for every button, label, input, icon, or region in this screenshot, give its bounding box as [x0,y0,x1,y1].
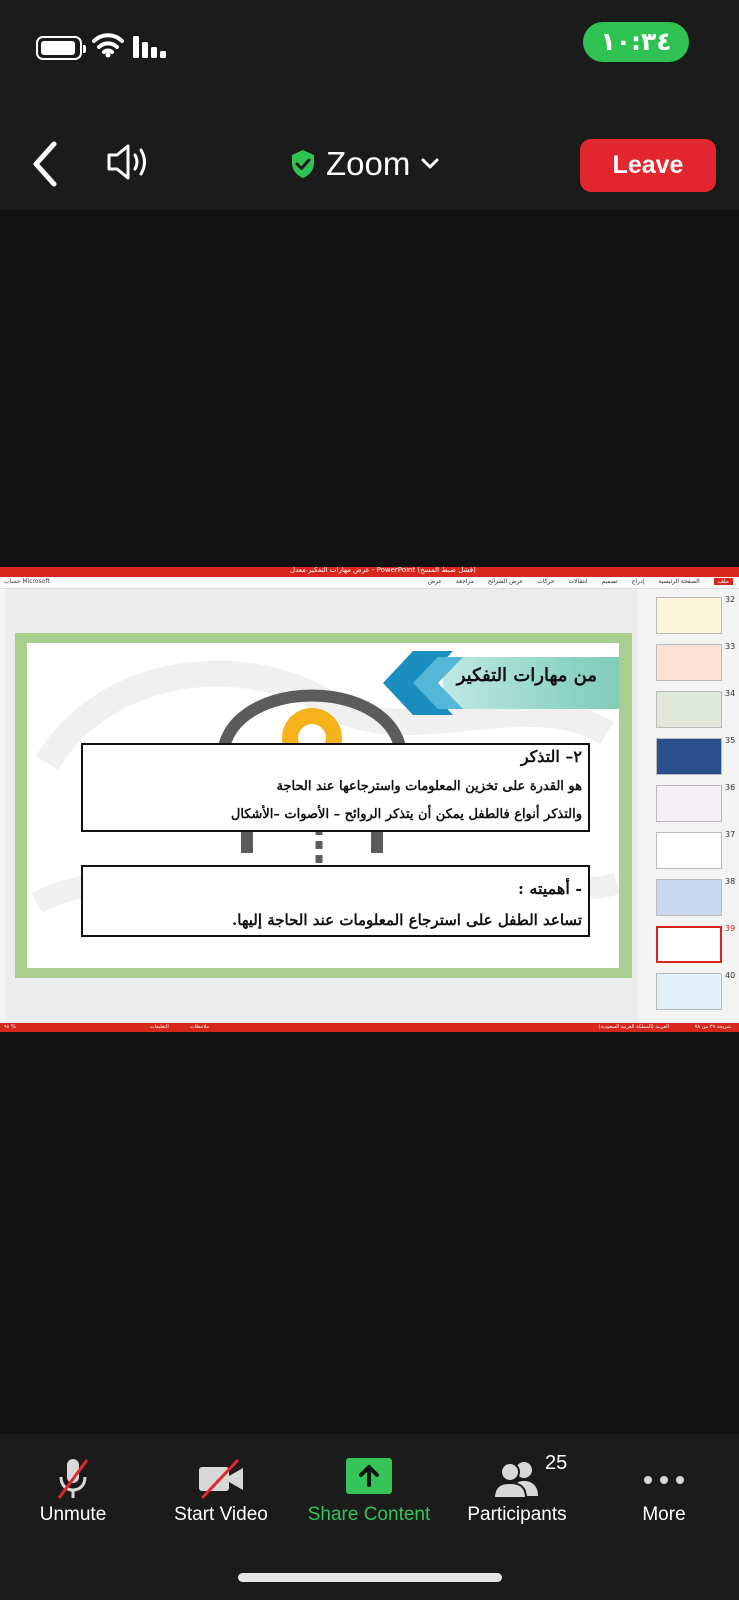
participant-count-badge: 25 [545,1452,568,1474]
slide-thumbnail-number: 34 [725,689,736,698]
battery-icon [36,36,82,60]
more-button[interactable] [594,1450,734,1530]
slide-thumbnail[interactable] [656,926,722,963]
window-title: عرض مهارات التفكير معدل - PowerPoint (فشل ضبط المسح) [290,567,476,574]
slide-counter: شريحة ٣٩ من ٧٨ [694,1024,731,1030]
video-camera-off-icon [196,1456,246,1500]
ribbon-tab: عرض [427,578,442,585]
shared-screen[interactable] [0,567,739,1032]
slide-thumbnail[interactable] [656,597,722,634]
ribbon-tab: حركات [537,578,555,585]
meeting-title-dropdown[interactable] [290,141,440,187]
powerpoint-titlebar [0,567,739,577]
start-video-button[interactable] [151,1450,291,1530]
slide-thumbnail[interactable] [656,973,722,1010]
slide-thumbnail-number: 32 [725,595,736,604]
definition-box [81,743,590,832]
unmute-label: Unmute [39,1504,107,1525]
ribbon-tab: تصميم [601,578,618,585]
meeting-title: Zoom [326,145,411,182]
account-label: حساب Microsoft [4,578,50,585]
ribbon-tab: انتقالات [568,578,588,585]
powerpoint-ribbon [0,577,739,589]
leave-button[interactable]: Leave [580,139,716,192]
ribbon-tab: عرض الشرائح [487,578,524,585]
start-video-label: Start Video [174,1504,268,1525]
slide-thumbnail-number: 40 [725,971,736,980]
slide-thumbnail[interactable] [656,691,722,728]
slide-thumbnail-number: 35 [725,736,736,745]
participants-label: Participants [467,1504,567,1525]
slide-thumbnail-number: 38 [725,877,736,886]
comments-button[interactable]: التعليقات [150,1024,169,1030]
slide-thumbnail[interactable] [656,785,722,822]
participants-icon [492,1456,542,1500]
slide-thumbnail[interactable] [656,832,722,869]
unmute-button[interactable] [3,1450,143,1530]
status-time: ١٠:٣٤ [583,22,689,62]
slide-canvas [27,643,619,968]
share-content-button[interactable] [299,1450,439,1530]
slide-thumbnail[interactable] [656,738,722,775]
definition-heading: ٢– التذكر [520,747,582,766]
microphone-muted-icon [51,1456,95,1500]
more-label: More [642,1504,686,1525]
importance-box [81,865,590,937]
ribbon-tab: إدراج [631,578,645,585]
importance-line: تساعد الطفل على استرجاع المعلومات عند الحاجة إليها. [232,911,582,929]
share-upload-icon [346,1458,392,1494]
home-indicator[interactable] [238,1573,502,1582]
wifi-icon [92,32,124,58]
slide-thumbnail-number: 33 [725,642,736,651]
powerpoint-status-bar [0,1023,739,1032]
slide-thumbnail-number: 37 [725,830,736,839]
speaker-icon[interactable] [106,142,152,182]
definition-line: والتذكر أنواع فالطفل يمكن أن يتذكر الروائح – الأصوات –الأشكال [230,807,582,822]
ribbon-tab: ملف [714,578,733,585]
notes-button[interactable]: ملاحظات [190,1024,210,1030]
definition-line: هو القدرة على تخزين المعلومات واسترجاعها عند الحاجة [276,779,582,794]
more-dots-icon [642,1456,686,1500]
chevron-down-icon [420,157,440,171]
ribbon-tab: الصفحة الرئيسية [658,578,700,585]
slide-thumbnail-number: 39 [725,924,736,933]
slide-thumbnail-panel [645,589,739,1026]
back-chevron-icon[interactable] [30,140,60,188]
slide-thumbnail[interactable] [656,644,722,681]
language-status: العربية (المملكة العربية السعودية) [598,1024,669,1030]
zoom-level: ٩٨ % [4,1024,16,1030]
ribbon-tab: مراجعة [455,578,474,585]
ribbon-tabs [416,578,733,585]
importance-heading: - أهميته : [517,879,582,898]
shield-check-icon [290,149,316,179]
share-content-label: Share Content [307,1504,431,1525]
cellular-signal-icon [132,36,168,60]
slide-thumbnail-number: 36 [725,783,736,792]
slide-thumbnail[interactable] [656,879,722,916]
current-slide [15,633,632,978]
slide-title: من مهارات التفكير [456,665,597,686]
